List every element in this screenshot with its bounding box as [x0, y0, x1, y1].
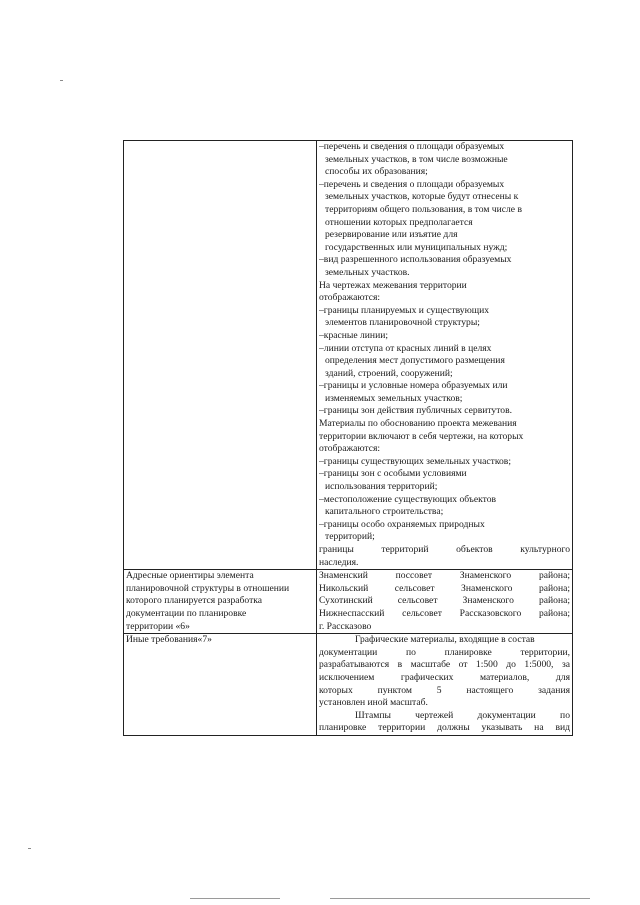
requirement-text-line: которых пунктом 5 настоящего задания: [319, 684, 570, 696]
requirement-text-line: установлен иной масштаб.: [319, 697, 428, 709]
requirement-text-line: Нижнеспасский сельсовет Рассказовского района;: [319, 607, 570, 619]
requirement-text-line: капитального строительства;: [325, 506, 444, 518]
requirement-text-line: исключением графических материалов, для: [319, 671, 570, 683]
requirement-cell: [317, 570, 573, 634]
requirement-text-line: –местоположение существующих объектов: [319, 493, 497, 505]
requirement-text-line: зданий, строений, сооружений;: [325, 367, 453, 379]
requirement-text-line: –границы особо охраняемых природных: [319, 518, 485, 530]
requirement-text-line: резервирование или изъятие для: [325, 229, 458, 241]
parameter-text-line: планировочной структуры в отношении: [126, 582, 290, 594]
requirement-text-line: Никольский сельсовет Знаменского района;: [319, 582, 570, 594]
requirement-text-line: земельных участков, в том числе возможные: [325, 153, 508, 165]
table-row: [124, 141, 573, 570]
requirement-text-line: –границы существующих земельных участков;: [319, 455, 511, 467]
requirement-text-line: Сухотинский сельсовет Знаменского района;: [319, 595, 570, 607]
scan-edge-line: [190, 898, 280, 899]
table-row: [124, 634, 573, 736]
requirements-table: [123, 140, 573, 736]
requirement-text-line: изменяемых земельных участков;: [325, 392, 463, 404]
requirement-text-line: Графические материалы, входящие в состав: [355, 634, 535, 646]
requirement-text-line: –границы и условные номера образуемых или: [319, 380, 508, 392]
requirement-text-line: использования территорий;: [325, 481, 438, 493]
requirement-text-line: –линии отступа от красных линий в целях: [319, 342, 492, 354]
parameter-text-line: документации по планировке: [126, 607, 247, 619]
parameter-cell: [124, 141, 317, 570]
requirement-text-line: –границы зон действия публичных сервитутов.: [319, 405, 513, 417]
requirement-text-line: документации по планировке территории,: [319, 646, 570, 658]
requirement-text-line: земельных участков, которые будут отнесены к: [325, 191, 519, 203]
scan-speck: [60, 80, 63, 81]
requirement-text-line: Материалы по обоснованию проекта межевания: [319, 418, 517, 430]
requirement-text-line: –красные линии;: [319, 329, 388, 341]
requirement-text-line: Штампы чертежей документации по: [355, 709, 570, 721]
requirement-text-line: земельных участков.: [325, 266, 410, 278]
requirement-text-line: разрабатываются в масштабе от 1:500 до 1:5000, за: [319, 659, 570, 671]
requirement-text-line: –перечень и сведения о площади образуемых: [319, 178, 505, 190]
requirement-text-line: территории включают в себя чертежи, на которых: [319, 430, 524, 442]
parameter-text-line: которого планируется разработка: [126, 595, 263, 607]
requirement-text-line: границы территорий объектов культурного: [319, 544, 570, 555]
requirement-text-line: Знаменский поссовет Знаменского района;: [319, 570, 570, 582]
requirement-text-line: отношении которых предполагается: [325, 216, 473, 228]
requirement-text-line: –границы планируемых и существующих: [319, 304, 490, 316]
scan-speck: [28, 848, 31, 849]
requirement-text-line: –вид разрешенного использования образуемых: [319, 254, 512, 266]
requirement-text-line: территорий;: [325, 531, 375, 543]
requirement-text-line: элементов планировочной структуры;: [325, 317, 480, 329]
scan-edge-line: [330, 898, 590, 899]
requirement-text-line: –перечень и сведения о площади образуемых: [319, 141, 505, 152]
table-row: [124, 570, 573, 634]
requirement-text-line: –границы зон с особыми условиями: [319, 468, 467, 480]
requirement-text-line: территориям общего пользования, в том числе в: [325, 203, 522, 215]
requirement-text-line: На чертежах межевания территории: [319, 279, 467, 291]
requirement-cell: [317, 634, 573, 736]
requirement-text-line: отображаются:: [319, 443, 381, 455]
parameter-cell: [124, 570, 317, 634]
requirement-text-line: планировке территории должны указывать на вид: [319, 722, 570, 734]
requirement-text-line: наследия.: [319, 556, 359, 568]
requirement-text-line: способы их образования;: [325, 166, 428, 178]
requirement-text-line: отображаются:: [319, 292, 381, 304]
requirement-text-line: г. Рассказово: [319, 620, 372, 632]
requirement-text-line: определения мест допустимого размещения: [325, 355, 505, 367]
parameter-cell: [124, 634, 317, 736]
requirement-cell: [317, 141, 573, 570]
parameter-text-line: Адресные ориентиры элемента: [126, 570, 254, 582]
parameter-text-line: территории «6»: [126, 620, 190, 632]
requirement-text-line: государственных или муниципальных нужд;: [325, 241, 508, 253]
parameter-text-line: Иные требования«7»: [126, 634, 212, 646]
